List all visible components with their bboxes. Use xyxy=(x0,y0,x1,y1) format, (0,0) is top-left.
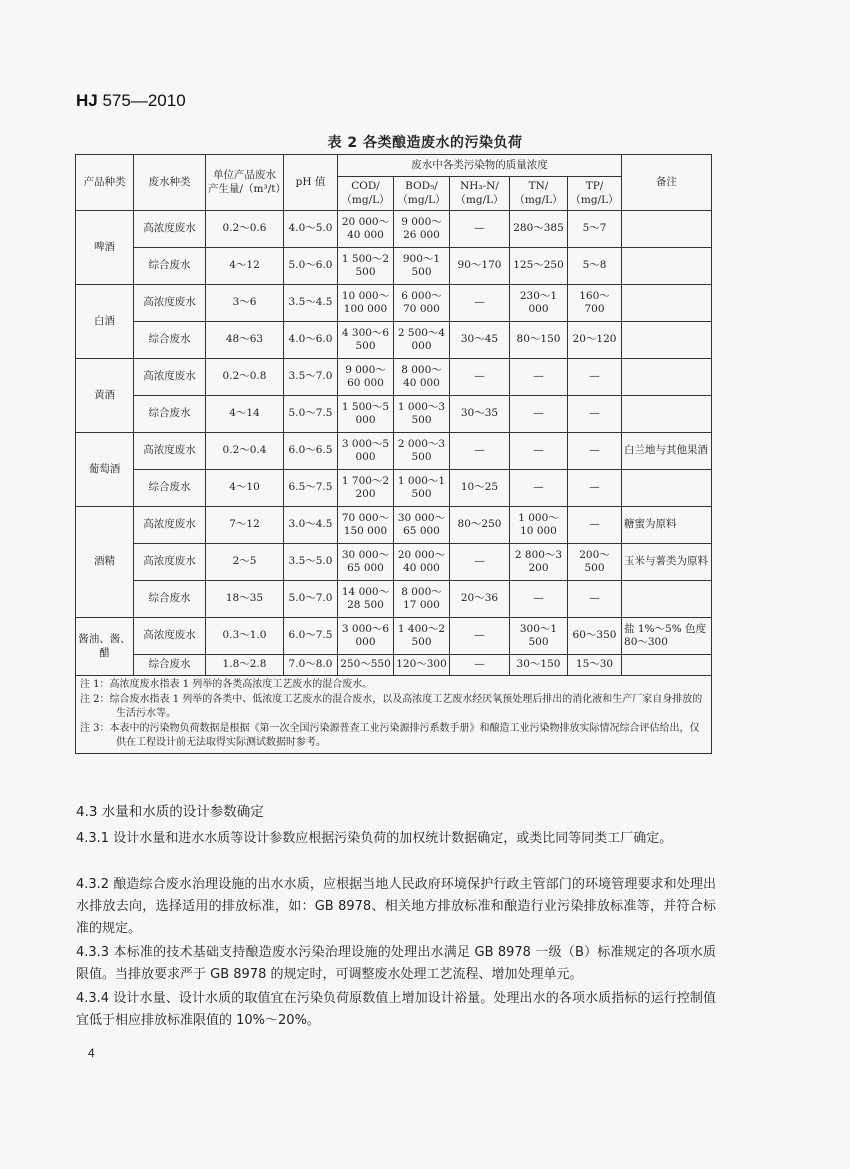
cell-ph: 6.0～7.5 xyxy=(284,618,338,655)
cell-type: 综合废水 xyxy=(134,322,206,359)
note-1: 注 1：高浓度废水指表 1 列举的各类高浓度工艺废水的混合废水。 xyxy=(80,679,373,690)
cell-nh3: 80～250 xyxy=(450,507,510,544)
cell-ph: 6.5～7.5 xyxy=(284,470,338,507)
cell-nh3: — xyxy=(450,544,510,581)
cell-ph: 3.5～5.0 xyxy=(284,544,338,581)
cell-bod: 8 000～40 000 xyxy=(394,359,450,396)
cell-tn: — xyxy=(510,396,568,433)
table-row xyxy=(76,396,712,433)
table-row xyxy=(76,581,712,618)
cell-remark: 玉米与薯类为原料 xyxy=(622,544,712,581)
cell-ph: 7.0～8.0 xyxy=(284,655,338,676)
cell-cod: 1 700～2 200 xyxy=(338,470,394,507)
cell-nh3: — xyxy=(450,618,510,655)
cell-type: 高浓度废水 xyxy=(134,211,206,248)
cell-cod: 10 000～100 000 xyxy=(338,285,394,322)
cell-type: 高浓度废水 xyxy=(134,544,206,581)
product-cell: 黄酒 xyxy=(76,359,134,433)
pollution-load-table xyxy=(75,154,712,754)
cell-cod: 9 000～60 000 xyxy=(338,359,394,396)
cell-ph: 5.0～7.0 xyxy=(284,581,338,618)
cell-tp: 5～7 xyxy=(568,211,622,248)
table-row xyxy=(76,359,712,396)
cell-nh3: 90～170 xyxy=(450,248,510,285)
product-cell: 白酒 xyxy=(76,285,134,359)
cell-output: 0.2～0.4 xyxy=(206,433,284,470)
cell-tn: 125～250 xyxy=(510,248,568,285)
cell-tn: 2 800～3 200 xyxy=(510,544,568,581)
cell-output: 4～14 xyxy=(206,396,284,433)
cell-ph: 5.0～6.0 xyxy=(284,248,338,285)
cell-type: 高浓度废水 xyxy=(134,433,206,470)
cell-output: 0.2～0.8 xyxy=(206,359,284,396)
cell-cod: 250～550 xyxy=(338,655,394,676)
cell-nh3: — xyxy=(450,211,510,248)
table-row xyxy=(76,322,712,359)
cell-cod: 1 500～2 500 xyxy=(338,248,394,285)
section-title: 4.3 水量和水质的设计参数确定 xyxy=(76,804,264,820)
cell-tn: — xyxy=(510,470,568,507)
cell-bod: 1 400～2 500 xyxy=(394,618,450,655)
cell-type: 高浓度废水 xyxy=(134,359,206,396)
standard-prefix: HJ xyxy=(76,91,98,110)
cell-nh3: — xyxy=(450,433,510,470)
table-row xyxy=(76,285,712,322)
header-product: 产品种类 xyxy=(76,155,134,211)
cell-output: 4～12 xyxy=(206,248,284,285)
cell-tp: 15～30 xyxy=(568,655,622,676)
document-code xyxy=(76,91,186,111)
header-tp: TP/（mg/L） xyxy=(568,177,622,211)
header-bod: BOD₅/（mg/L） xyxy=(394,177,450,211)
product-cell: 酒精 xyxy=(76,507,134,618)
product-cell: 葡萄酒 xyxy=(76,433,134,507)
cell-tp: — xyxy=(568,433,622,470)
cell-remark xyxy=(622,285,712,322)
table-row xyxy=(76,470,712,507)
cell-nh3: 30～45 xyxy=(450,322,510,359)
cell-tn: 280～385 xyxy=(510,211,568,248)
cell-type: 综合废水 xyxy=(134,581,206,618)
cell-tn: 230～1 000 xyxy=(510,285,568,322)
cell-tn: 300～1 500 xyxy=(510,618,568,655)
note-2: 注 2：综合废水指表 1 列举的各类中、低浓度工艺废水的混合废水，以及高浓度工艺废水经厌氧预处理后排出的消化液和生产厂家自身排放的生活污水等。 xyxy=(80,693,703,719)
cell-output: 1.8～2.8 xyxy=(206,655,284,676)
cell-output: 0.3～1.0 xyxy=(206,618,284,655)
cell-tn: 30～150 xyxy=(510,655,568,676)
cell-output: 2～5 xyxy=(206,544,284,581)
cell-cod: 70 000～150 000 xyxy=(338,507,394,544)
cell-remark xyxy=(622,322,712,359)
standard-number: 575—2010 xyxy=(102,91,186,110)
cell-ph: 6.0～6.5 xyxy=(284,433,338,470)
cell-tp: 200～500 xyxy=(568,544,622,581)
cell-cod: 20 000～40 000 xyxy=(338,211,394,248)
header-remark: 备注 xyxy=(622,155,712,211)
product-cell: 啤酒 xyxy=(76,211,134,285)
header-concentration-group: 废水中各类污染物的质量浓度 xyxy=(338,155,622,177)
cell-remark xyxy=(622,581,712,618)
cell-cod: 3 000～5 000 xyxy=(338,433,394,470)
cell-tp: — xyxy=(568,359,622,396)
cell-cod: 30 000～65 000 xyxy=(338,544,394,581)
header-tn: TN/（mg/L） xyxy=(510,177,568,211)
cell-ph: 3.5～7.0 xyxy=(284,359,338,396)
product-cell: 酱油、酱、醋 xyxy=(76,618,134,676)
table-row xyxy=(76,618,712,655)
cell-tp: 20～120 xyxy=(568,322,622,359)
cell-tp: 160～700 xyxy=(568,285,622,322)
cell-tn: 80～150 xyxy=(510,322,568,359)
cell-remark xyxy=(622,359,712,396)
cell-bod: 30 000～65 000 xyxy=(394,507,450,544)
cell-tn: — xyxy=(510,581,568,618)
cell-output: 0.2～0.6 xyxy=(206,211,284,248)
note-3: 注 3：本表中的污染物负荷数据是根据《第一次全国污染源普查工业污染源排污系数手册》和酿造工业污染物排放实际情况综合评估给出，仅供在工程设计前无法取得实际测试数据时参考。 xyxy=(80,722,700,748)
header-nh3: NH₃-N/（mg/L） xyxy=(450,177,510,211)
cell-type: 高浓度废水 xyxy=(134,285,206,322)
table-row xyxy=(76,544,712,581)
cell-bod: 900～1 500 xyxy=(394,248,450,285)
cell-nh3: 30～35 xyxy=(450,396,510,433)
cell-bod: 120～300 xyxy=(394,655,450,676)
cell-tn: — xyxy=(510,433,568,470)
cell-ph: 5.0～7.5 xyxy=(284,396,338,433)
cell-ph: 3.5～4.5 xyxy=(284,285,338,322)
header-wastewater-type: 废水种类 xyxy=(134,155,206,211)
table-title: 表 2 各类酿造废水的污染负荷 xyxy=(327,135,523,151)
cell-cod: 14 000～28 500 xyxy=(338,581,394,618)
cell-bod: 1 000～1 500 xyxy=(394,470,450,507)
cell-remark xyxy=(622,655,712,676)
cell-remark xyxy=(622,248,712,285)
cell-type: 高浓度废水 xyxy=(134,618,206,655)
cell-cod: 3 000～6 000 xyxy=(338,618,394,655)
cell-type: 综合废水 xyxy=(134,655,206,676)
cell-cod: 1 500～5 000 xyxy=(338,396,394,433)
cell-bod: 8 000～17 000 xyxy=(394,581,450,618)
cell-tn: — xyxy=(510,359,568,396)
cell-tp: — xyxy=(568,396,622,433)
cell-nh3: — xyxy=(450,359,510,396)
cell-tp: — xyxy=(568,507,622,544)
cell-nh3: 10～25 xyxy=(450,470,510,507)
table-row xyxy=(76,433,712,470)
cell-remark: 白兰地与其他果酒 xyxy=(622,433,712,470)
cell-output: 4～10 xyxy=(206,470,284,507)
cell-tp: — xyxy=(568,470,622,507)
cell-remark: 盐 1%～5% 色度 80～300 xyxy=(622,618,712,655)
cell-bod: 6 000～70 000 xyxy=(394,285,450,322)
cell-remark xyxy=(622,470,712,507)
cell-type: 综合废水 xyxy=(134,470,206,507)
cell-tp: — xyxy=(568,581,622,618)
cell-tn: 1 000～10 000 xyxy=(510,507,568,544)
page-number: 4 xyxy=(88,1046,95,1060)
table-notes xyxy=(76,676,712,754)
cell-output: 48～63 xyxy=(206,322,284,359)
cell-bod: 9 000～26 000 xyxy=(394,211,450,248)
cell-ph: 4.0～5.0 xyxy=(284,211,338,248)
table-row xyxy=(76,248,712,285)
table-row xyxy=(76,655,712,676)
cell-ph: 4.0～6.0 xyxy=(284,322,338,359)
header-unit-output: 单位产品废水产生量/（m³/t） xyxy=(206,155,284,211)
paragraph-4-3-4: 4.3.4 设计水量、设计水质的取值宜在污染负荷原数值上增加设计裕量。处理出水的各项水质指标的运行控制值宜低于相应排放标准限值的 10%～20%。 xyxy=(76,991,716,1028)
cell-type: 综合废水 xyxy=(134,396,206,433)
table-row xyxy=(76,507,712,544)
cell-output: 3～6 xyxy=(206,285,284,322)
cell-bod: 1 000～3 500 xyxy=(394,396,450,433)
cell-tp: 60～350 xyxy=(568,618,622,655)
cell-bod: 2 500～4 000 xyxy=(394,322,450,359)
cell-remark xyxy=(622,211,712,248)
cell-tp: 5～8 xyxy=(568,248,622,285)
cell-remark xyxy=(622,396,712,433)
cell-ph: 3.0～4.5 xyxy=(284,507,338,544)
cell-nh3: 20～36 xyxy=(450,581,510,618)
cell-bod: 2 000～3 500 xyxy=(394,433,450,470)
cell-output: 7～12 xyxy=(206,507,284,544)
header-cod: COD/（mg/L） xyxy=(338,177,394,211)
cell-remark: 糖蜜为原料 xyxy=(622,507,712,544)
cell-type: 高浓度废水 xyxy=(134,507,206,544)
cell-type: 综合废水 xyxy=(134,248,206,285)
header-ph: pH 值 xyxy=(284,155,338,211)
paragraph-4-3-2: 4.3.2 酿造综合废水治理设施的出水水质，应根据当地人民政府环境保护行政主管部门的环境管理要求和处理出水排放去向，选择适用的排放标准，如：GB 8978、相关地方排放标准和酿造行业污染排放标准等，并符合标准的规定。 xyxy=(76,877,716,936)
cell-cod: 4 300～6 500 xyxy=(338,322,394,359)
paragraph-4-3-3: 4.3.3 本标准的技术基础支持酿造废水污染治理设施的处理出水满足 GB 8978 一级（B）标准规定的各项水质限值。当排放要求严于 GB 8978 的规定时，可调整废水处理工艺流程、增加处理单元。 xyxy=(76,945,716,982)
cell-nh3: — xyxy=(450,655,510,676)
table-row xyxy=(76,211,712,248)
paragraph-4-3-1: 4.3.1 设计水量和进水水质等设计参数应根据污染负荷的加权统计数据确定，或类比同等同类工厂确定。 xyxy=(76,831,673,846)
cell-output: 18～35 xyxy=(206,581,284,618)
cell-bod: 20 000～40 000 xyxy=(394,544,450,581)
cell-nh3: — xyxy=(450,285,510,322)
